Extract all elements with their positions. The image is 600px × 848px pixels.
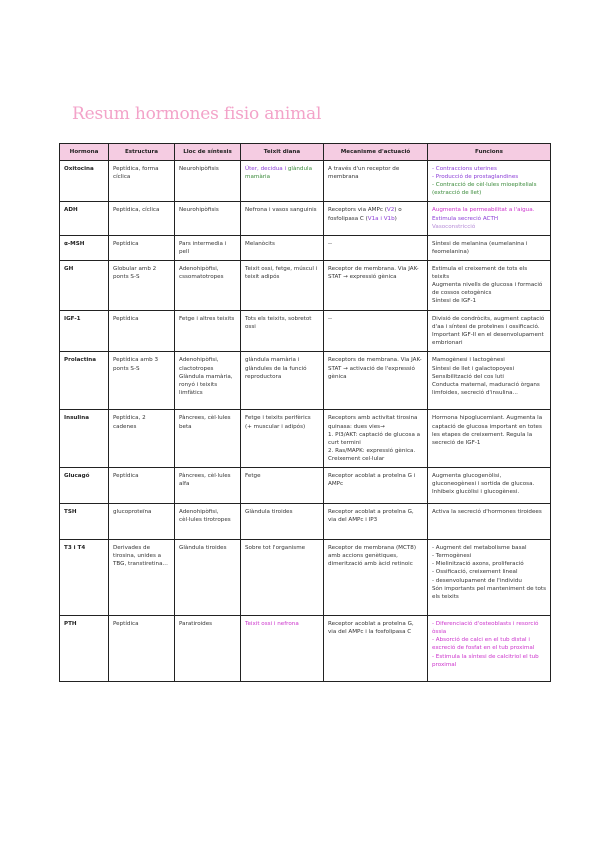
cell-text: Augmenta glucogenòlisi, gluconeogènesi i sortida de glucosa. Inhibeix glucòlisi i glucogènesi. [432,473,535,496]
cell-text: Derivades de tirosina, unides a TBG, transtiretina... [113,545,168,568]
cell-text: Pàncrees, cèl·lules beta [179,415,231,430]
cell-text: Receptor de membrana (MCT8) amb accions genètiques, dimerització amb àcid retinoic [328,545,417,568]
cell-text: Augmenta nivells de glucosa i formació de cossos cetogènics [432,282,543,297]
cell-text: Divisió de condròcits, augment captació d'aa i síntesi de proteïnes i ossificació. Important IGF-II en el desenvolupament embrionari [432,315,545,347]
cell-text: Vasoconstricció [432,223,476,230]
cell-text: -- [328,315,333,322]
cell-text: Síntesi de IGF-1 [432,298,477,305]
table-row [60,161,551,202]
cell-text: Receptor acoblat a proteïna G, via del AMPc i la fosfolipasa C [328,621,414,636]
cell-text: - Termogènesi [432,553,472,560]
cell-lloc [175,616,241,682]
cell-mecanisme [324,161,428,202]
cell-text: Són importants pel manteniment de tots els teixits [432,585,547,600]
cell-diana [241,468,324,504]
cell-text: Melanòcits [245,240,275,247]
table-row [60,616,551,682]
cell-text: - Contracció de cèl·lules mioepitelials (extracció de llet) [432,182,537,197]
cell-estructura [109,504,175,540]
cell-diana [241,504,324,540]
cell-diana [241,202,324,235]
cell-funcions [428,161,551,202]
cell-lloc [175,468,241,504]
cell-text: Paratiroides [179,621,213,628]
cell-text: - Augment del metabolisme basal [432,545,527,552]
hormone-name: ⍺-MSH [60,235,109,260]
cell-text: Pars intermedia i pell [179,240,227,255]
cell-diana [241,410,324,468]
cell-text: - Absorció de calci en el tub distal i excreció de fosfat en el tub proximal [432,637,535,652]
page-title: Resum hormones fisio animal [72,104,322,124]
cell-diana [241,260,324,310]
cell-text: Adenohipòfisi, clactotropes Glàndula mamària, ronyó i teixits limfàtics [179,357,233,396]
table-row [60,202,551,235]
header-hormona: Hormona [60,144,109,161]
cell-estructura [109,352,175,410]
cell-text: glàndula mamària i glàndules de la funció reproductora [245,357,307,380]
cell-mecanisme [324,504,428,540]
cell-lloc [175,352,241,410]
cell-text: Peptídica [113,621,139,628]
table-row [60,235,551,260]
cell-mecanisme [324,468,428,504]
cell-estructura [109,202,175,235]
cell-mecanisme [324,352,428,410]
table-row [60,352,551,410]
cell-text: glàndula mamària [245,166,312,181]
cell-lloc [175,202,241,235]
table-row [60,260,551,310]
cell-text: Conducta maternal, maduració òrgans limfoides, secreció d'insulina... [432,381,540,396]
cell-mecanisme [324,310,428,351]
cell-text: Fetge i teixits perifèrics (+ muscular i adipós) [245,415,311,430]
cell-diana [241,310,324,351]
cell-funcions [428,260,551,310]
cell-text: - desenvolupament de l'individu [432,577,522,584]
cell-text: Peptídica [113,240,139,247]
cell-text: glucoproteïna [113,509,152,516]
cell-funcions [428,540,551,616]
cell-funcions [428,616,551,682]
hormone-name: Glucagó [60,468,109,504]
cell-text: Sobre tot l'organisme [245,545,306,552]
cell-text: Globular amb 2 ponts S-S [113,265,157,281]
cell-text: V2 [386,207,395,214]
cell-diana [241,235,324,260]
cell-text: - Estimula la síntesi de calcitriol el tub proximal [432,653,539,668]
cell-text: Receptor acoblat a proteïna G i AMPc [328,473,416,488]
cell-text: Peptídica [113,315,139,322]
cell-text: Fetge i altres teixits [179,315,235,322]
cell-text: Glàndula tiroides [245,509,293,516]
hormones-table [59,143,551,682]
header-mecanisme: Mecanisme d'actuació [324,144,428,161]
cell-diana [241,161,324,202]
cell-estructura [109,410,175,468]
table-row [60,410,551,468]
cell-lloc [175,310,241,351]
table-row [60,504,551,540]
cell-text: Receptor de membrana. Via JAK-STAT → expressió gènica [328,265,419,281]
cell-text: Teixit ossi, fetge, múscul i teixit adipós [245,265,318,281]
cell-text: A través d'un receptor de membrana [328,166,400,181]
cell-text: Receptors de membrana. Via JAK-STAT → activació de l'expressió gènica [328,357,422,380]
cell-funcions [428,410,551,468]
cell-text: Neurohipòfisis [179,166,219,172]
cell-mecanisme [324,235,428,260]
header-lloc-sintesis: Lloc de síntesis [175,144,241,161]
cell-text: Peptídica, cíclica [113,207,160,214]
cell-lloc [175,260,241,310]
cell-text: - Contraccions uterines [432,166,497,172]
table-row [60,310,551,351]
cell-text: -- [328,240,333,247]
cell-text: 2. Ras/MAPK: expressió gènica. Creixement cel·lular [328,447,416,462]
cell-diana [241,616,324,682]
cell-diana [241,540,324,616]
header-teixit-diana: Teixit diana [241,144,324,161]
cell-text: ) [394,215,397,222]
cell-text: Glàndula tiroides [179,545,227,552]
cell-text: Tots els teixits, sobretot ossi [245,315,312,331]
cell-funcions [428,235,551,260]
cell-text: Peptídica, 2 cadenes [113,415,146,430]
cell-mecanisme [324,616,428,682]
cell-mecanisme [324,540,428,616]
table-row [60,540,551,616]
cell-lloc [175,410,241,468]
cell-text: - Mielinització axons, proliferació [432,561,524,568]
cell-estructura [109,260,175,310]
cell-funcions [428,202,551,235]
cell-mecanisme [324,260,428,310]
cell-lloc [175,504,241,540]
cell-estructura [109,235,175,260]
table-body [60,161,551,682]
hormone-name: T3 i T4 [60,540,109,616]
cell-text: Estimula el creixement de tots els teixits [432,265,528,281]
cell-text: - Producció de prostaglandines [432,174,519,181]
cell-text: Receptor acoblat a proteïna G, via del AMPc i IP3 [328,509,414,524]
cell-text: Síntesi de melanina (eumelanina i feomelanina) [432,240,528,255]
cell-estructura [109,468,175,504]
cell-text: Úter, decidua i [245,166,288,172]
table-header-row [60,144,551,161]
hormone-name: Prolactina [60,352,109,410]
cell-text: Síntesi de llet i galactopoyesi [432,365,514,372]
cell-text: Teixit ossi i nefrona [245,621,299,628]
cell-text: Activa la secreció d'hormones tiroidees [432,509,542,516]
cell-lloc [175,235,241,260]
cell-funcions [428,352,551,410]
cell-text: Mamogènesi i lactogènesi [432,357,505,364]
cell-text: Adenohipòfisi, cssomatotropes [179,265,224,281]
cell-text: - Diferenciació d'osteoblasts i resorció òssia [432,621,539,636]
cell-text: ) o fosfolipasa C ( [328,207,402,222]
cell-text: Peptídica [113,473,139,480]
cell-estructura [109,616,175,682]
cell-text: Estimula secreció ACTH [432,215,499,222]
cell-text: Fetge [245,473,261,480]
cell-text: Neurohipòfisis [179,207,219,214]
cell-text: Hormona hipoglucemiant. Augmenta la captació de glucosa important en totes les etapes de creixement. Regula la secreció de IGF-1 [432,415,543,446]
cell-funcions [428,468,551,504]
cell-funcions [428,310,551,351]
cell-text: - Ossificació, creixement lineal [432,569,518,576]
table-row [60,468,551,504]
cell-text: Peptídica, forma cíclica [113,166,159,181]
hormone-name: Insulina [60,410,109,468]
cell-text: V1a i V1b [367,215,395,222]
cell-text: Nefrona i vasos sanguinis [245,207,317,214]
cell-estructura [109,310,175,351]
header-funcions: Funcions [428,144,551,161]
cell-mecanisme [324,410,428,468]
cell-text: Receptors amb activitat tirosina quinasa: dues vies→ [328,415,418,430]
hormone-name: TSH [60,504,109,540]
header-estructura: Estructura [109,144,175,161]
hormone-name: GH [60,260,109,310]
cell-estructura [109,161,175,202]
cell-mecanisme [324,202,428,235]
cell-lloc [175,540,241,616]
cell-lloc [175,161,241,202]
cell-text: Adenohipòfisi, cèl·lules tirotropes [179,509,231,524]
cell-text: Augmenta la permeabilitat a l'aigua. [432,207,535,214]
cell-text: Receptors via AMPc ( [328,207,387,214]
hormone-name: IGF-1 [60,310,109,351]
hormone-name: PTH [60,616,109,682]
cell-estructura [109,540,175,616]
cell-funcions [428,504,551,540]
cell-text: 1. PI3/AKT: captació de glucosa a curt termini [328,431,421,446]
cell-text: Sensibilització del cos luti [432,373,504,380]
hormone-name: Oxitocina [60,161,109,202]
cell-text: Pàncrees, cèl·lules alfa [179,473,231,488]
hormone-name: ADH [60,202,109,235]
cell-diana [241,352,324,410]
cell-text: Peptídica amb 3 ponts S-S [113,357,159,372]
